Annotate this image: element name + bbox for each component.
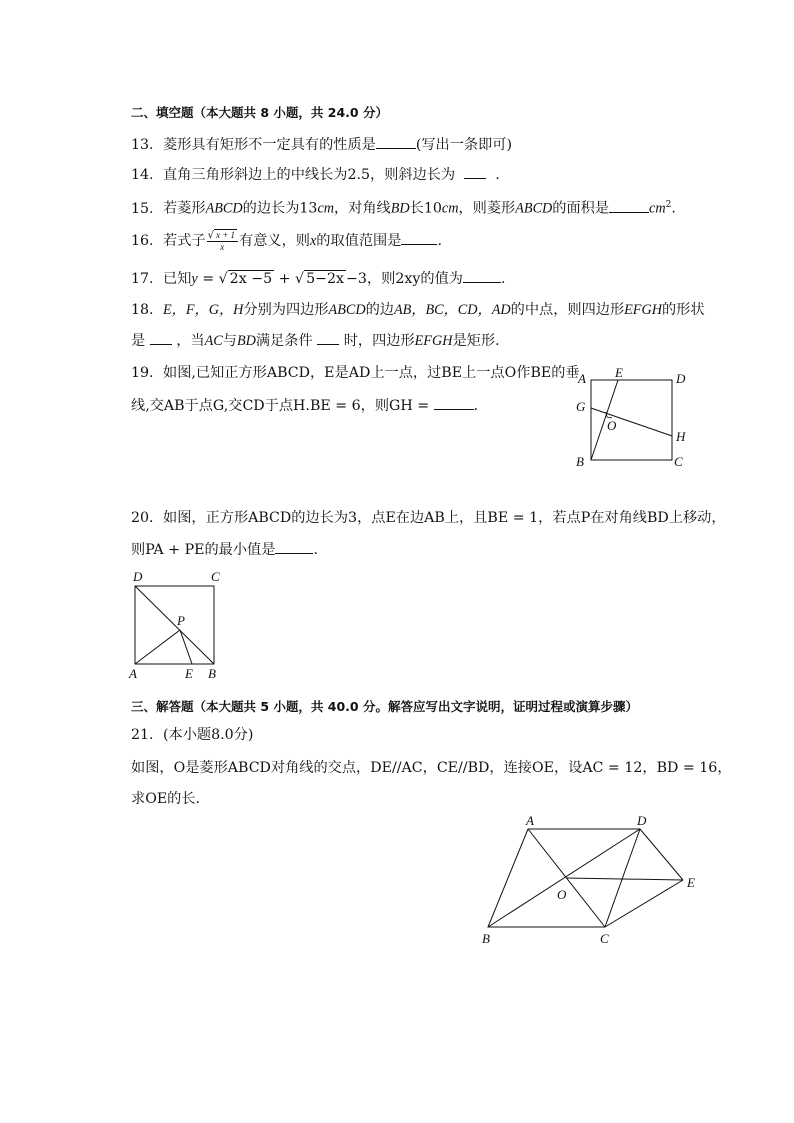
label-B: B — [576, 454, 584, 469]
question-17: 17. 已知y = √ 2x −5 + √ 5−2x −3，则2xy的值为 . — [131, 268, 505, 289]
question-number: 19. — [131, 365, 154, 381]
question-13: 13. 菱形具有矩形不一定具有的性质是 (写出一条即可) — [131, 134, 512, 155]
question-21-line-1: 如图，O是菱形ABCD对角线的交点，DE//AC，CE//BD，连接OE，设AC = 12，BD = 16， — [131, 760, 732, 776]
answer-blank[interactable] — [463, 268, 501, 283]
label-B: B — [208, 666, 216, 681]
question-21-header: 21. (本小题8.0分) — [131, 727, 254, 743]
label-O: O — [557, 887, 567, 902]
question-number: 18. — [131, 302, 154, 318]
question-14: 14. 直角三角形斜边上的中线长为2.5，则斜边长为 . — [131, 164, 500, 185]
question-number: 16. — [131, 233, 154, 249]
answer-blank[interactable] — [464, 164, 486, 179]
label-O: O — [607, 418, 617, 433]
question-16: 16. 若式子 $\frac{√ x + 1}{x}$ 有意义，则x的取值范围是 . — [131, 230, 442, 252]
label-G: G — [576, 399, 586, 414]
label-E: E — [185, 666, 193, 681]
question-number: 14. — [131, 167, 154, 183]
section-3-title: 三、解答题（本大题共 5 小题，共 40.0 分。解答应写出文字说明，证明过程或演算步骤） — [131, 699, 638, 714]
question-21-line-2: 求OE的长. — [131, 791, 201, 807]
label-D: D — [133, 569, 143, 584]
q21-rhombus-figure — [476, 810, 706, 950]
label-E: E — [687, 875, 695, 890]
question-18-line-2: 是 ，当AC与BD满足条件 时，四边形EFGH是矩形. — [131, 330, 500, 351]
question-number: 21. — [131, 727, 154, 743]
label-A: A — [526, 813, 534, 828]
question-number: 20. — [131, 510, 154, 526]
question-20-line-1: 20. 如图，正方形ABCD的边长为3，点E在边AB上，且BE = 1，若点P在对角线BD上移动， — [131, 510, 726, 526]
fraction: $\frac{√ x + 1}{x}$ — [207, 230, 238, 252]
q20-square-figure — [124, 567, 234, 682]
q19-square-figure — [570, 362, 700, 474]
label-H: H — [676, 429, 686, 444]
answer-blank[interactable] — [376, 134, 416, 149]
section-2-title: 二、填空题（本大题共 8 小题，共 24.0 分） — [131, 105, 388, 120]
question-20-line-2: 则PA + PE的最小值是 . — [131, 539, 318, 560]
question-19-line-2: 线,交AB于点G,交CD于点H.BE = 6，则GH = . — [131, 395, 478, 416]
label-C: C — [674, 454, 683, 469]
label-A: A — [578, 371, 586, 386]
question-number: 13. — [131, 137, 154, 153]
label-C: C — [600, 931, 609, 946]
answer-blank[interactable] — [401, 230, 437, 245]
answer-blank[interactable] — [150, 330, 172, 345]
answer-blank[interactable] — [609, 198, 649, 213]
question-number: 17. — [131, 271, 154, 287]
label-E: E — [615, 365, 623, 380]
question-19-line-1: 19. 如图,已知正方形ABCD，E是AD上一点，过BE上一点O作BE的垂 — [131, 365, 580, 381]
label-C: C — [211, 569, 220, 584]
label-P: P — [177, 613, 185, 628]
label-D: D — [676, 371, 686, 386]
label-D: D — [637, 813, 647, 828]
label-B: B — [482, 931, 490, 946]
answer-blank[interactable] — [275, 539, 313, 554]
label-A: A — [129, 666, 137, 681]
question-18-line-1: 18. E，F，G，H分别为四边形ABCD的边AB，BC，CD，AD的中点，则四边形EFGH的形状 — [131, 302, 705, 318]
question-15: 15. 若菱形ABCD的边长为13cm，对角线BD长10cm，则菱形ABCD的面积是 $cm^2$. — [131, 195, 676, 219]
question-number: 15. — [131, 200, 154, 217]
answer-blank[interactable] — [317, 330, 339, 345]
answer-blank[interactable] — [434, 395, 474, 410]
